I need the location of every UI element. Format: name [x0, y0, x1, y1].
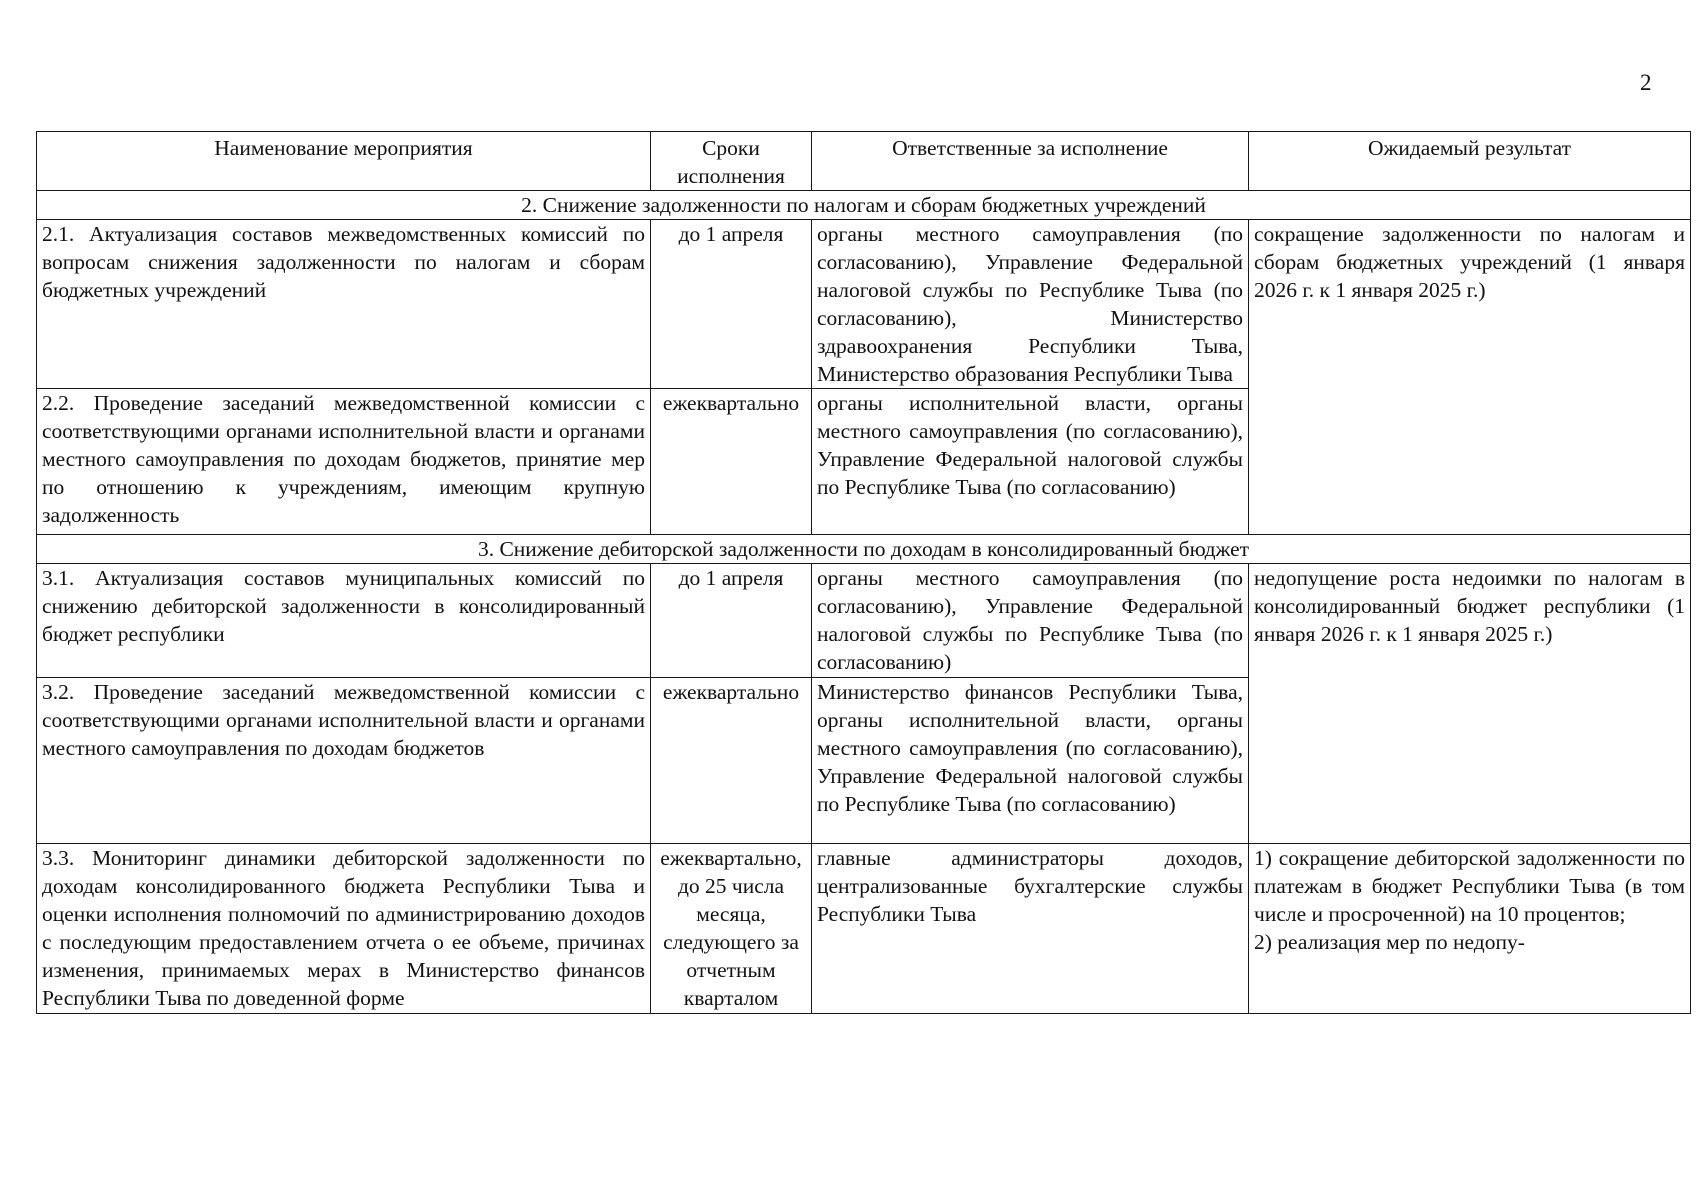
row-2-2-responsible: органы исполнительной власти, органы местного самоуправления (по согласованию), Управление Федеральной налоговой службы по Республике Тыва (по согласованию) — [812, 389, 1249, 535]
table-row — [37, 564, 1691, 678]
table-row — [37, 220, 1691, 389]
row-3-3-responsible: главные администраторы доходов, централизованные бухгалтерские службы Республики Тыва — [812, 844, 1249, 1014]
row-2-1-deadline: до 1 апреля — [651, 220, 812, 389]
section-row — [37, 191, 1691, 220]
row-2-2-activity: 2.2. Проведение заседаний межведомственной комиссии с соответствующими органами исполнительной власти и органами местного самоуправления по доходам бюджетов, принятие мер по отношению к учреждениям, имеющим крупную задолженность — [37, 389, 651, 535]
row-3-1-deadline: до 1 апреля — [651, 564, 812, 678]
row-3-1-responsible: органы местного самоуправления (по согласованию), Управление Федеральной налоговой службы по Республике Тыва (по согласованию) — [812, 564, 1249, 678]
section-2-result: сокращение задолженности по налогам и сборам бюджетных учреждений (1 января 2026 г. к 1 января 2025 г.) — [1249, 220, 1691, 535]
row-3-1-activity: 3.1. Актуализация составов муниципальных комиссий по снижению дебиторской задолженности в консолидированный бюджет республики — [37, 564, 651, 678]
section-2-title: 2. Снижение задолженности по налогам и сборам бюджетных учреждений — [37, 191, 1691, 220]
row-3-3-deadline: ежеквартально, до 25 числа месяца, следующего за отчетным кварталом — [651, 844, 812, 1014]
row-2-2-deadline: ежеквартально — [651, 389, 812, 535]
row-3-2-deadline: ежеквартально — [651, 678, 812, 844]
header-deadline: Сроки исполнения — [651, 132, 812, 191]
row-3-2-responsible: Министерство финансов Республики Тыва, органы исполнительной власти, органы местного самоуправления (по согласованию), Управление Федеральной налоговой службы по Республике Тыва (по согласованию) — [812, 678, 1249, 844]
table-header-row — [37, 132, 1691, 191]
row-3-3-activity: 3.3. Мониторинг динамики дебиторской задолженности по доходам консолидированного бюджета Республики Тыва и оценки исполнения полномочий по администрированию доходов с последующим предоставлением отчета о ее объеме, причинах изменения, принимаемых мерах в Министерство финансов Республики Тыва по доведенной форме — [37, 844, 651, 1014]
header-result: Ожидаемый результат — [1249, 132, 1691, 191]
action-plan-table — [36, 131, 1691, 1014]
page-number: 2 — [1640, 70, 1652, 95]
row-2-1-activity: 2.1. Актуализация составов межведомственных комиссий по вопросам снижения задолженности по налогам и сборам бюджетных учреждений — [37, 220, 651, 389]
section-3-title: 3. Снижение дебиторской задолженности по доходам в консолидированный бюджет — [37, 535, 1691, 564]
table-row — [37, 844, 1691, 1014]
row-2-1-responsible: органы местного самоуправления (по согласованию), Управление Федеральной налоговой службы по Республике Тыва (по согласованию), Министерство здравоохранения Республики Тыва, Министерство образования Республики Тыва — [812, 220, 1249, 389]
header-responsible: Ответственные за исполнение — [812, 132, 1249, 191]
row-3-2-activity: 3.2. Проведение заседаний межведомственной комиссии с соответствующими органами исполнительной власти и органами местного самоуправления по доходам бюджетов — [37, 678, 651, 844]
section-3-result: недопущение роста недоимки по налогам в консолидированный бюджет республики (1 января 2026 г. к 1 января 2025 г.) — [1249, 564, 1691, 844]
row-3-3-result: 1) сокращение дебиторской задолженности по платежам в бюджет Республики Тыва (в том числе и просроченной) на 10 процентов; 2) реализация мер по недопу- — [1249, 844, 1691, 1014]
section-row — [37, 535, 1691, 564]
header-activity: Наименование мероприятия — [37, 132, 651, 191]
